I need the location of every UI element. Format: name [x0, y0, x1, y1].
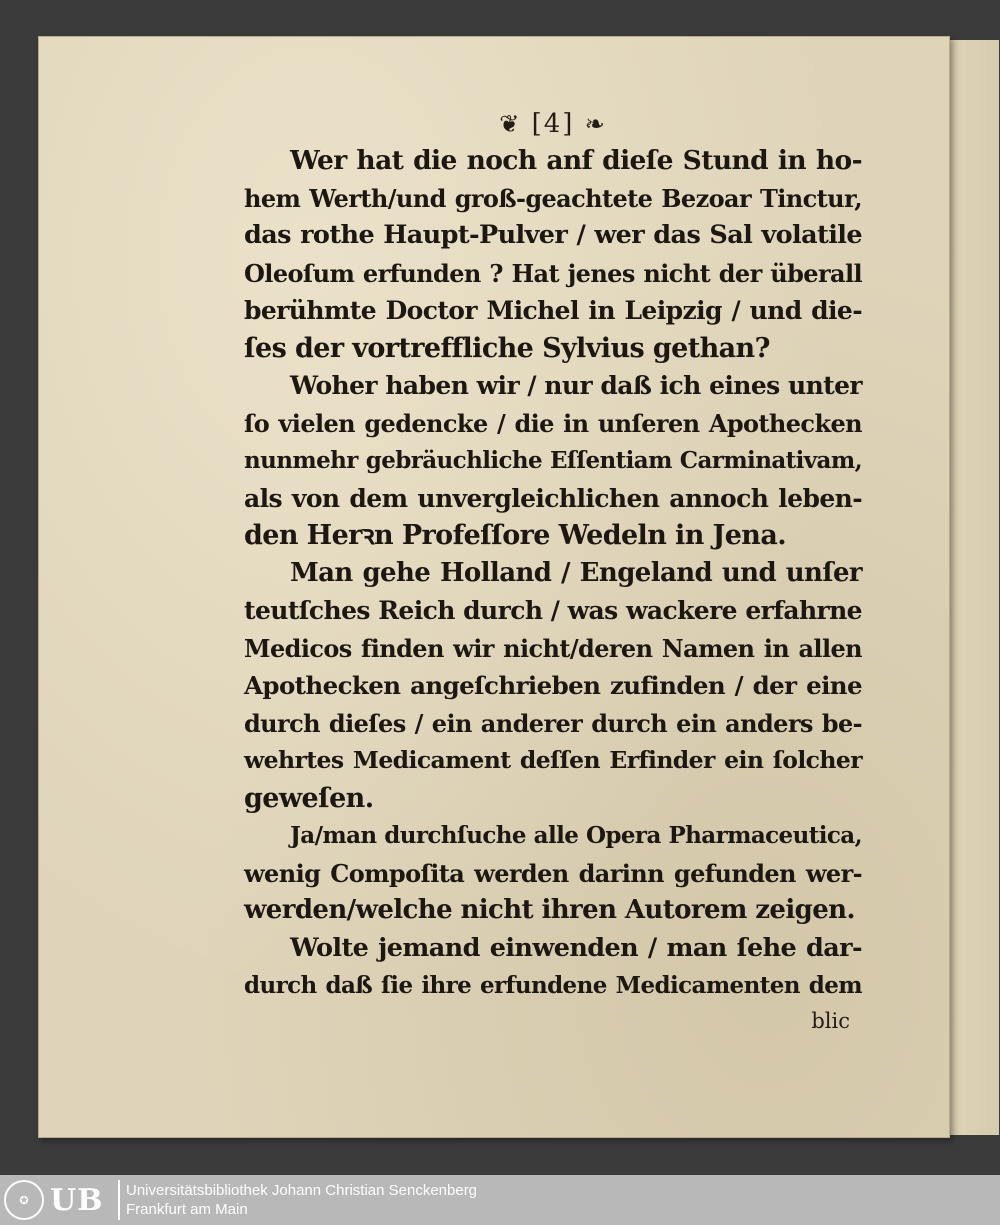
text-line: durch daß ſie ihre erfundene Medicamenten dem	[244, 972, 862, 999]
text-line: Ja/man durchſuche alle Opera Pharmaceutica,	[290, 822, 862, 849]
text-line: Apothecken angeſchrieben zufinden / der eine	[244, 671, 862, 700]
text-line: berühmte Doctor Michel in Leipzig / und die-	[244, 296, 862, 325]
fleuron-right-icon: ❧	[584, 110, 607, 138]
fleuron-left-icon: ❦	[499, 110, 522, 138]
text-line: das rothe Haupt-Pulver / wer das Sal volatile	[244, 220, 862, 250]
ub-logo-text: UB	[50, 1182, 104, 1218]
text-line: Medicos finden wir nicht/deren Namen in allen	[244, 633, 862, 663]
text-line: hem Werth/und groß-geachtete Bezoar Tinctur,	[244, 183, 862, 213]
library-name-line2: Frankfurt am Main	[126, 1201, 248, 1218]
text-line: Wolte jemand einwenden / man ſehe dar-	[290, 932, 862, 963]
text-line: den Herꝛn Profeſſore Wedeln in Jena.	[244, 520, 787, 551]
page-header	[244, 106, 862, 142]
text-line: teutſches Reich durch / was wackere erfahrne	[244, 596, 862, 625]
page-text-block	[244, 106, 862, 1037]
text-line: Woher haben wir / nur daß ich eines unter	[290, 371, 862, 400]
text-line: ſo vielen gedencke / die in unſeren Apothecken	[244, 408, 862, 438]
seal-icon: ✪	[4, 1180, 44, 1220]
page-number: [4]	[531, 109, 575, 139]
text-line: wehrtes Medicament deſſen Erfinder ein ſolcher	[244, 746, 862, 774]
book-page	[38, 36, 950, 1138]
text-line: geweſen.	[244, 782, 374, 814]
logo-divider	[118, 1180, 120, 1220]
text-line: Oleoſum erfunden ? Hat jenes nicht der überall	[244, 258, 862, 288]
ub-logo	[4, 1179, 116, 1221]
text-lines	[244, 142, 862, 1005]
text-line: als von dem unvergleichlichen annoch leben-	[244, 483, 862, 513]
text-line: nunmehr gebräuchliche Eſſentiam Carminativam,	[244, 447, 862, 474]
library-name	[126, 1181, 477, 1219]
text-line: Man gehe Holland / Engeland und unſer	[290, 557, 862, 588]
text-line: werden/welche nicht ihren Autorem zeigen.	[244, 895, 855, 925]
catchword: blic	[811, 1008, 850, 1033]
text-line: wenig Compoſita werden darinn gefunden wer-	[244, 858, 862, 888]
text-line: ſes der vortreffliche Sylvius gethan?	[244, 332, 770, 364]
library-name-line1: Universitätsbibliothek Johann Christian Senckenberg	[126, 1182, 478, 1199]
library-footer	[0, 1175, 1000, 1225]
text-line: durch dieſes / ein anderer durch ein anders be-	[244, 708, 862, 738]
text-line: Wer hat die noch anf dieſe Stund in ho-	[290, 145, 862, 176]
